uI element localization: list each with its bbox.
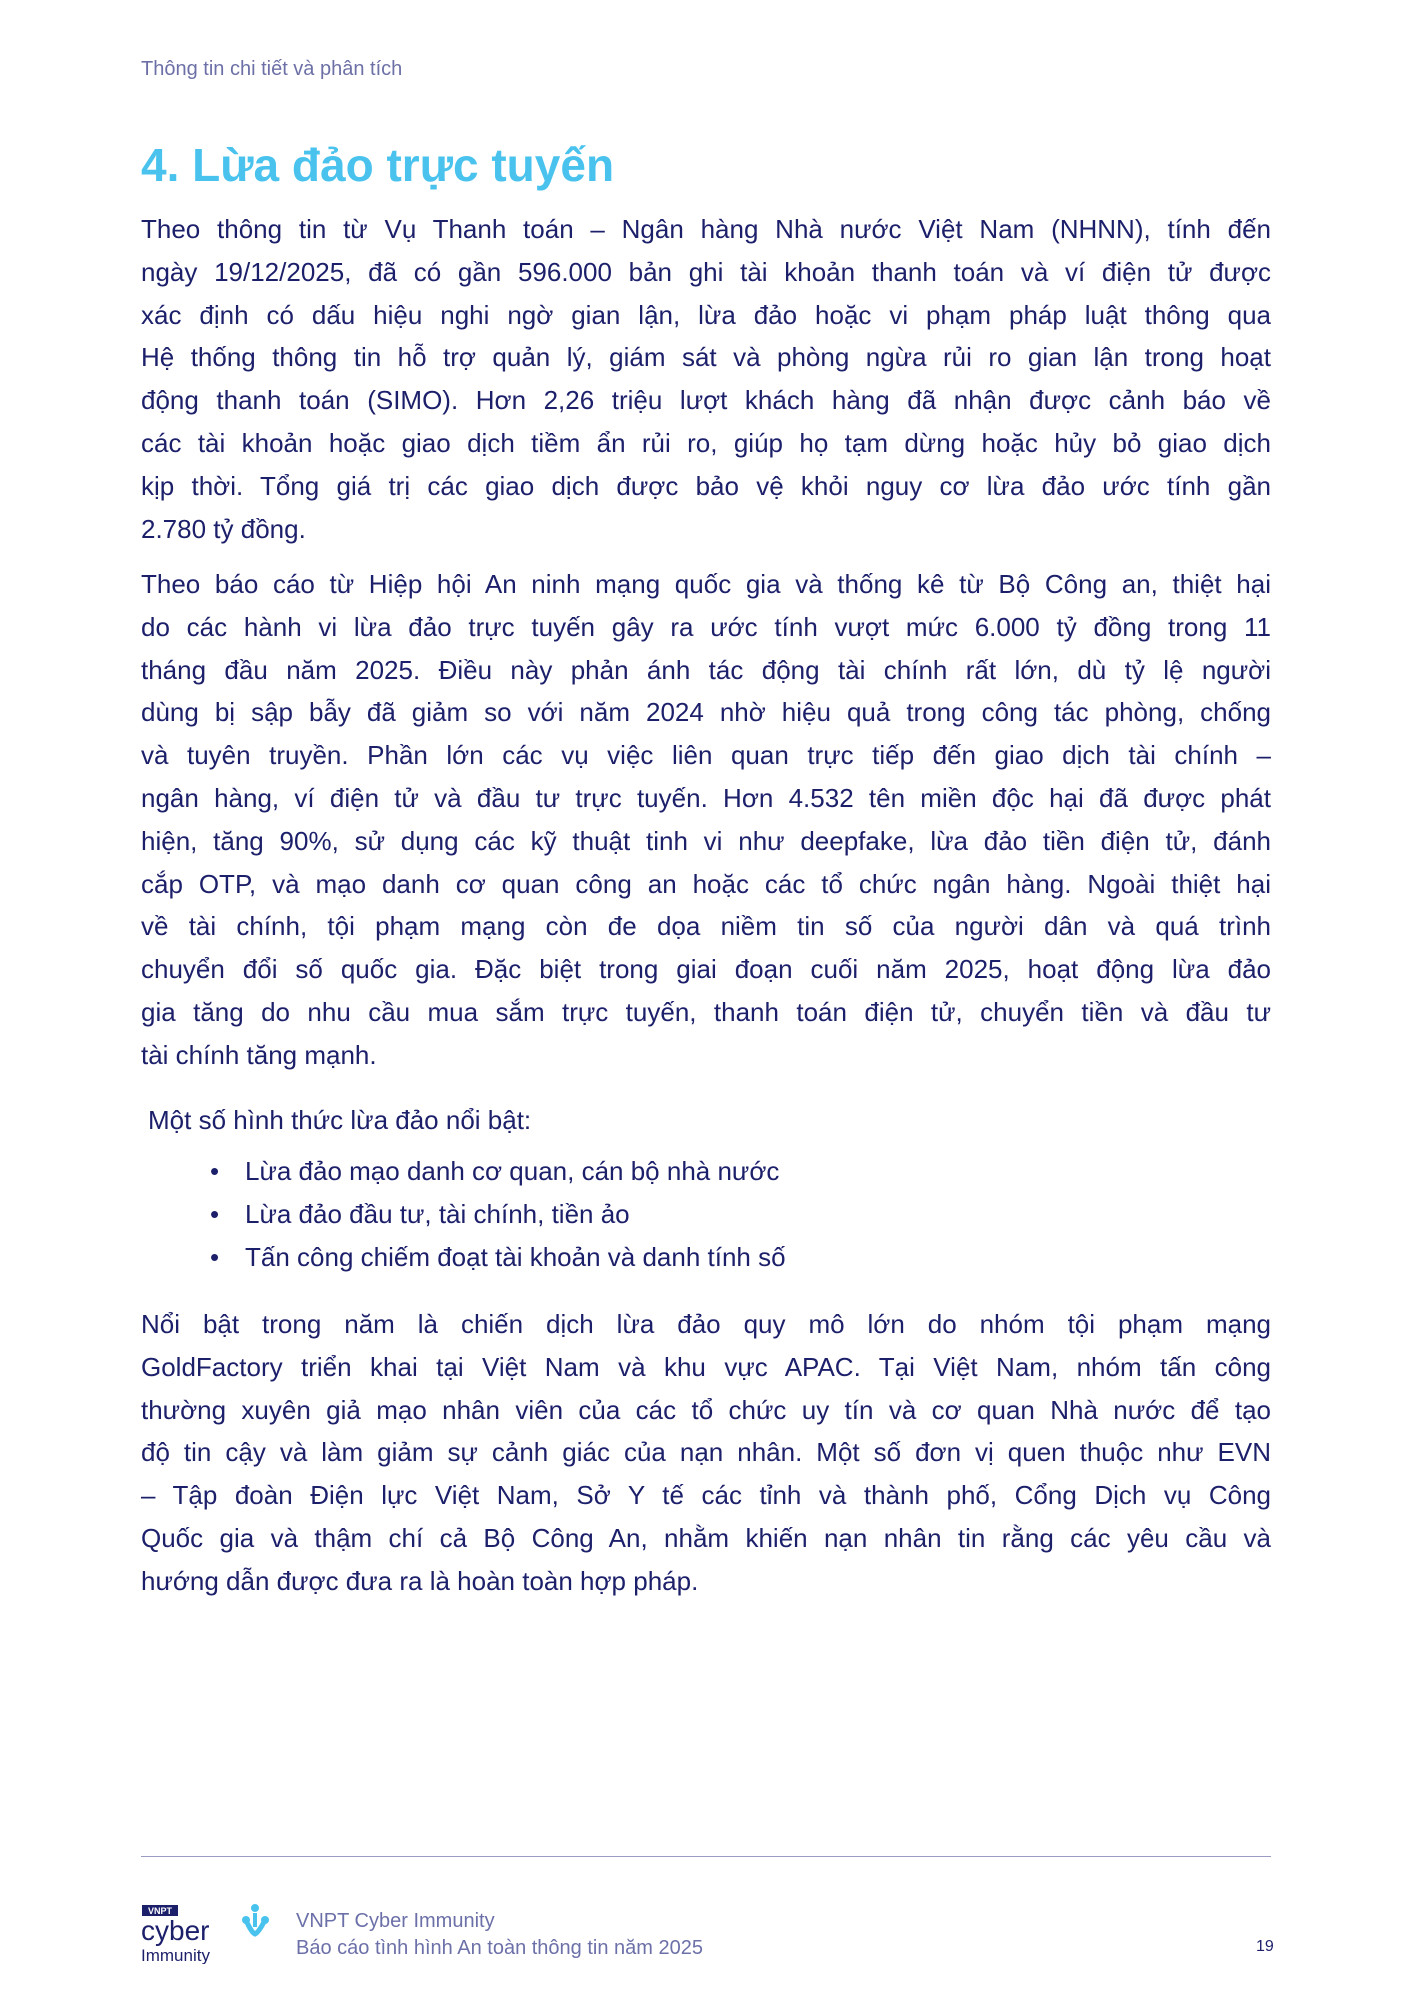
text-line: Hệ thống thông tin hỗ trợ quản lý, giám sát và phòng ngừa rủi ro gian lận trong hoạt: [141, 342, 1271, 373]
bullet-icon: •: [210, 1199, 220, 1229]
text-line: chuyển đổi số quốc gia. Đặc biệt trong giai đoạn cuối năm 2025, hoạt động lừa đảo: [141, 954, 1271, 985]
text-line: kịp thời. Tổng giá trị các giao dịch được bảo vệ khỏi nguy cơ lừa đảo ước tính gần: [141, 470, 1271, 501]
svg-text:VNPT: VNPT: [147, 1906, 173, 1916]
footer-text: [296, 1908, 703, 1962]
svg-text:Immunity: Immunity: [141, 1946, 210, 1964]
text-line: – Tập đoàn Điện lực Việt Nam, Sở Y tế các tỉnh và thành phố, Cổng Dịch vụ Công: [141, 1480, 1271, 1511]
text-line: các tài khoản hoặc giao dịch tiềm ẩn rủi ro, giúp họ tạm dừng hoặc hủy bỏ giao dịch: [141, 427, 1271, 458]
text-line: xác định có dấu hiệu nghi ngờ gian lận, lừa đảo hoặc vi phạm pháp luật thông qua: [141, 299, 1271, 330]
text-line: động thanh toán (SIMO). Hơn 2,26 triệu lượt khách hàng đã nhận được cảnh báo về: [141, 385, 1271, 416]
footer-divider: [141, 1856, 1271, 1857]
text-line: 2.780 tỷ đồng.: [141, 513, 306, 544]
running-header: Thông tin chi tiết và phân tích: [141, 58, 403, 80]
bullet-icon: •: [210, 1156, 220, 1186]
text-line: thường xuyên giả mạo nhân viên của các tổ chức uy tín và cơ quan Nhà nước để tạo: [141, 1394, 1271, 1425]
text-line: dùng bị sập bẫy đã giảm so với năm 2024 nhờ hiệu quả trong công tác phòng, chống: [141, 697, 1271, 728]
page-number: 19: [1256, 1938, 1274, 1955]
footer-org: VNPT Cyber Immunity: [296, 1910, 495, 1932]
text-line: về tài chính, tội phạm mạng còn đe dọa niềm tin số của người dân và quá trình: [141, 911, 1271, 942]
list-intro: Một số hình thức lừa đảo nổi bật:: [148, 1105, 532, 1135]
text-line: hiện, tăng 90%, sử dụng các kỹ thuật tinh vi như deepfake, lừa đảo tiền điện tử, đánh: [141, 825, 1271, 856]
text-line: Theo thông tin từ Vụ Thanh toán – Ngân hàng Nhà nước Việt Nam (NHNN), tính đến: [141, 214, 1271, 244]
text-line: tài chính tăng mạnh.: [141, 1039, 377, 1070]
svg-text:cyber: cyber: [141, 1915, 210, 1946]
text-line: cắp OTP, và mạo danh cơ quan công an hoặc các tổ chức ngân hàng. Ngoài thiệt hại: [141, 868, 1271, 899]
section-title: 4. Lừa đảo trực tuyến: [141, 139, 615, 191]
text-line: hướng dẫn được đưa ra là hoàn toàn hợp pháp.: [141, 1565, 699, 1596]
text-line: ngày 19/12/2025, đã có gần 596.000 bản ghi tài khoản thanh toán và ví điện tử được: [141, 256, 1271, 287]
text-line: độ tin cậy và làm giảm sự cảnh giác của nạn nhân. Một số đơn vị quen thuộc như EVN: [141, 1437, 1271, 1468]
paragraph-damage: [141, 563, 1271, 1077]
vnpt-cyber-immunity-logo: [141, 1904, 271, 1964]
text-line: Theo báo cáo từ Hiệp hội An ninh mạng quốc gia và thống kê từ Bộ Công an, thiệt hại: [141, 569, 1271, 599]
text-line: Nổi bật trong năm là chiến dịch lừa đảo quy mô lớn do nhóm tội phạm mạng: [141, 1309, 1271, 1339]
text-line: và tuyên truyền. Phần lớn các vụ việc liên quan trực tiếp đến giao dịch tài chính –: [141, 740, 1271, 771]
bullet-icon: •: [210, 1242, 220, 1272]
text-line: GoldFactory triển khai tại Việt Nam và khu vực APAC. Tại Việt Nam, nhóm tấn công: [141, 1351, 1271, 1382]
paragraph-goldfactory: [141, 1303, 1271, 1603]
footer-report-title: Báo cáo tình hình An toàn thông tin năm 2025: [296, 1937, 703, 1959]
paragraph-simo: [141, 208, 1271, 550]
text-line: ngân hàng, ví điện tử và đầu tư trực tuyến. Hơn 4.532 tên miền độc hại đã được phát: [141, 782, 1271, 813]
text-line: do các hành vi lừa đảo trực tuyến gây ra ước tính vượt mức 6.000 tỷ đồng trong 11: [141, 611, 1271, 642]
text-line: gia tăng do nhu cầu mua sắm trực tuyến, thanh toán điện tử, chuyển tiền và đầu tư: [141, 996, 1271, 1027]
text-line: Quốc gia và thậm chí cả Bộ Công An, nhằm khiến nạn nhân tin rằng các yêu cầu và: [141, 1522, 1271, 1553]
text-line: tháng đầu năm 2025. Điều này phản ánh tác động tài chính rất lớn, dù tỷ lệ người: [141, 654, 1271, 685]
